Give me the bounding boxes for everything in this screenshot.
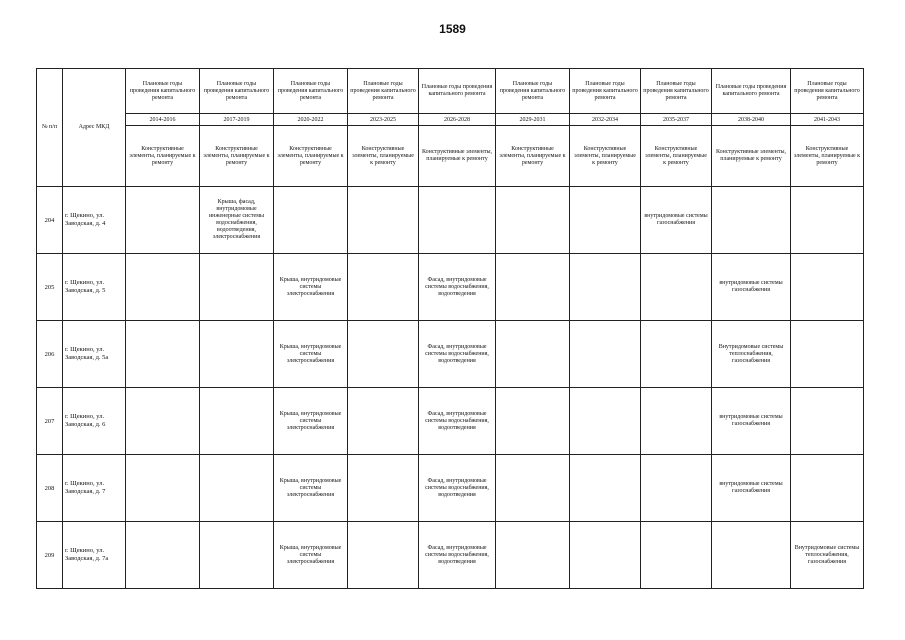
repair-cell [200, 254, 274, 321]
repair-cell [791, 321, 864, 388]
repair-cell [496, 522, 570, 589]
repair-cell: Фасад, внутридомовые системы водоснабжения, водоотведения [419, 522, 496, 589]
repair-cell: внутридомовые системы газоснабжения [712, 254, 791, 321]
page-number: 1589 [439, 22, 466, 36]
repair-cell [791, 455, 864, 522]
elements-header-3: Конструктивные элементы, планируемые к ремонту [348, 126, 419, 187]
repair-cell [200, 321, 274, 388]
repair-cell [496, 455, 570, 522]
number-column-header: № п/п [37, 69, 63, 187]
elements-header-1: Конструктивные элементы, планируемые к ремонту [200, 126, 274, 187]
period-title-9: Плановые годы проведения капитального ремонта [791, 69, 864, 114]
repair-cell [570, 388, 641, 455]
repair-cell [641, 522, 712, 589]
repair-cell [200, 522, 274, 589]
row-number: 208 [37, 455, 63, 522]
repair-cell: внутридомовые системы газоснабжения [712, 455, 791, 522]
repair-cell: Крыша, внутридомовые системы электроснабжения [274, 522, 348, 589]
repair-cell: Фасад, внутридомовые системы водоснабжения, водоотведения [419, 321, 496, 388]
period-title-6: Плановые годы проведения капитального ремонта [570, 69, 641, 114]
row-number: 205 [37, 254, 63, 321]
period-years-5: 2029-2031 [496, 114, 570, 126]
repair-cell [126, 522, 200, 589]
period-years-0: 2014-2016 [126, 114, 200, 126]
repair-cell: внутридомовые системы газоснабжения [712, 388, 791, 455]
table-row [37, 455, 864, 522]
repair-cell: Крыша, внутридомовые системы электроснабжения [274, 455, 348, 522]
repair-cell [496, 388, 570, 455]
period-title-7: Плановые годы проведения капитального ремонта [641, 69, 712, 114]
repair-cell [126, 187, 200, 254]
row-number: 204 [37, 187, 63, 254]
table-row [37, 522, 864, 589]
repair-cell [641, 388, 712, 455]
repair-schedule-table [36, 68, 864, 589]
repair-cell [641, 321, 712, 388]
repair-cell: Крыша, внутридомовые системы электроснабжения [274, 321, 348, 388]
repair-cell [570, 455, 641, 522]
repair-cell: Крыша, фасад, внутридомовые инженерные системы водоснабжения, водоотведения, электроснабжения [200, 187, 274, 254]
repair-cell [126, 254, 200, 321]
table-row [37, 388, 864, 455]
repair-cell: Фасад, внутридомовые системы водоснабжения, водоотведения [419, 455, 496, 522]
repair-cell [791, 388, 864, 455]
elements-header-6: Конструктивные элементы, планируемые к ремонту [570, 126, 641, 187]
repair-cell [126, 388, 200, 455]
period-title-0: Плановые годы проведения капитального ремонта [126, 69, 200, 114]
repair-cell [496, 321, 570, 388]
repair-cell [200, 388, 274, 455]
repair-cell: внутридомовые системы газоснабжения [641, 187, 712, 254]
repair-cell [126, 321, 200, 388]
repair-cell [348, 321, 419, 388]
row-address: г. Щекино, ул. Заводская, д. 4 [63, 187, 126, 254]
repair-cell [496, 254, 570, 321]
elements-header-8: Конструктивные элементы, планируемые к ремонту [712, 126, 791, 187]
period-years-7: 2035-2037 [641, 114, 712, 126]
table-row [37, 321, 864, 388]
period-title-4: Плановые годы проведения капитального ремонта [419, 69, 496, 114]
repair-cell [126, 455, 200, 522]
repair-cell [348, 254, 419, 321]
elements-header-0: Конструктивные элементы, планируемые к ремонту [126, 126, 200, 187]
row-number: 206 [37, 321, 63, 388]
repair-cell [348, 455, 419, 522]
table-row [37, 254, 864, 321]
period-years-3: 2023-2025 [348, 114, 419, 126]
period-years-2: 2020-2022 [274, 114, 348, 126]
repair-cell [791, 254, 864, 321]
period-title-1: Плановые годы проведения капитального ремонта [200, 69, 274, 114]
repair-cell [712, 187, 791, 254]
period-years-1: 2017-2019 [200, 114, 274, 126]
repair-cell [348, 522, 419, 589]
repair-cell: Крыша, внутридомовые системы электроснабжения [274, 254, 348, 321]
repair-cell: Фасад, внутридомовые системы водоснабжения, водоотведения [419, 388, 496, 455]
elements-header-4: Конструктивные элементы, планируемые к ремонту [419, 126, 496, 187]
row-number: 209 [37, 522, 63, 589]
elements-header-2: Конструктивные элементы, планируемые к ремонту [274, 126, 348, 187]
repair-cell [496, 187, 570, 254]
table-row [37, 187, 864, 254]
row-address: г. Щекино, ул. Заводская, д. 7а [63, 522, 126, 589]
repair-cell: Внутридомовые системы теплоснабжения, газоснабжения [712, 321, 791, 388]
period-title-2: Плановые годы проведения капитального ремонта [274, 69, 348, 114]
repair-cell [570, 321, 641, 388]
row-number: 207 [37, 388, 63, 455]
period-years-6: 2032-2034 [570, 114, 641, 126]
period-years-9: 2041-2043 [791, 114, 864, 126]
row-address: г. Щекино, ул. Заводская, д. 7 [63, 455, 126, 522]
row-address: г. Щекино, ул. Заводская, д. 5 [63, 254, 126, 321]
elements-header-5: Конструктивные элементы, планируемые к ремонту [496, 126, 570, 187]
repair-cell [570, 254, 641, 321]
repair-cell: Внутридомовые системы теплоснабжения, газоснабжения [791, 522, 864, 589]
repair-cell [200, 455, 274, 522]
repair-cell: Фасад, внутридомовые системы водоснабжения, водоотведения [419, 254, 496, 321]
repair-cell [570, 187, 641, 254]
repair-cell [641, 455, 712, 522]
address-column-header: Адрес МКД [63, 69, 126, 187]
period-years-8: 2038-2040 [712, 114, 791, 126]
row-address: г. Щекино, ул. Заводская, д. 6 [63, 388, 126, 455]
elements-header-9: Конструктивные элементы, планируемые к ремонту [791, 126, 864, 187]
repair-cell [419, 187, 496, 254]
period-title-3: Плановые годы проведения капитального ремонта [348, 69, 419, 114]
repair-cell: Крыша, внутридомовые системы электроснабжения [274, 388, 348, 455]
period-title-5: Плановые годы проведения капитального ремонта [496, 69, 570, 114]
repair-cell [274, 187, 348, 254]
elements-header-7: Конструктивные элементы, планируемые к ремонту [641, 126, 712, 187]
period-years-4: 2026-2028 [419, 114, 496, 126]
row-address: г. Щекино, ул. Заводская, д. 5а [63, 321, 126, 388]
repair-cell [348, 187, 419, 254]
repair-cell [348, 388, 419, 455]
repair-cell [712, 522, 791, 589]
repair-cell [791, 187, 864, 254]
repair-cell [570, 522, 641, 589]
period-title-8: Плановые годы проведения капитального ремонта [712, 69, 791, 114]
repair-cell [641, 254, 712, 321]
